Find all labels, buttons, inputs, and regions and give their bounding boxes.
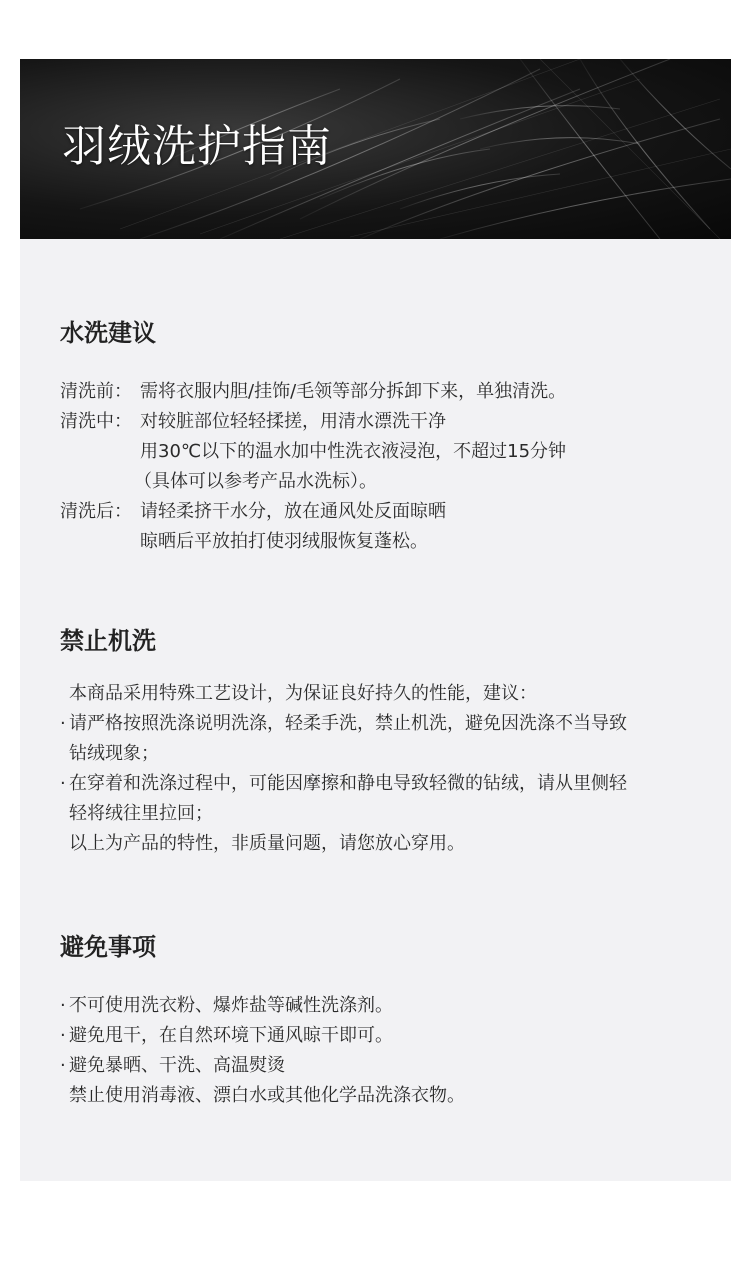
list-item xyxy=(60,1081,710,1111)
wash-line xyxy=(60,407,710,437)
list-item-text: 不可使用洗衣粉、爆炸盐等碱性洗涤剂。 xyxy=(69,995,393,1016)
page-title: 羽绒洗护指南 xyxy=(62,121,332,172)
section-avoid xyxy=(60,933,710,1106)
wash-text: （具体可以参考产品水洗标）。 xyxy=(134,471,377,492)
section-title-wash: 水洗建议 xyxy=(60,319,156,347)
list-item xyxy=(60,991,710,1021)
list-item-text: 避免暴晒、干洗、高温熨烫 xyxy=(69,1055,285,1076)
list-item-text: 禁止使用消毒液、漂白水或其他化学品洗涤衣物。 xyxy=(69,1085,465,1106)
list-item xyxy=(60,769,710,799)
wash-list xyxy=(60,377,710,557)
wash-line xyxy=(60,467,710,497)
list-item-text: 本商品采用特殊工艺设计，为保证良好持久的性能，建议： xyxy=(69,683,537,704)
bullet: · xyxy=(60,773,66,794)
wash-label: 清洗后： xyxy=(60,501,132,522)
content-panel xyxy=(20,239,731,1181)
list-item xyxy=(60,679,710,709)
wash-label: 清洗前： xyxy=(60,381,132,402)
wash-text: 用30℃以下的温水加中性洗衣液浸泡，不超过15分钟 xyxy=(140,441,567,462)
list-item xyxy=(60,1021,710,1051)
bullet: · xyxy=(60,713,66,734)
wash-line xyxy=(60,437,710,467)
list-item-text: 在穿着和洗涤过程中，可能因摩擦和静电导致轻微的钻绒，请从里侧轻 xyxy=(69,773,627,794)
wash-text: 需将衣服内胆/挂饰/毛领等部分拆卸下来，单独清洗。 xyxy=(140,381,567,402)
section-title-avoid: 避免事项 xyxy=(60,933,156,961)
list-item xyxy=(60,709,710,739)
wash-line xyxy=(60,527,710,557)
section-no-machine-wash xyxy=(60,627,710,854)
wash-line xyxy=(60,377,710,407)
wash-text: 对较脏部位轻轻揉搓，用清水漂洗干净 xyxy=(140,411,446,432)
list-item-text: 请严格按照洗涤说明洗涤，轻柔手洗，禁止机洗，避免因洗涤不当导致 xyxy=(69,713,627,734)
list-item xyxy=(60,1051,710,1081)
bullet: · xyxy=(60,1025,66,1046)
list-item-text: 避免甩干，在自然环境下通风晾干即可。 xyxy=(69,1025,393,1046)
wash-text: 晾晒后平放拍打使羽绒服恢复蓬松。 xyxy=(140,531,428,552)
no-machine-list xyxy=(60,679,710,859)
list-item-text: 以上为产品的特性，非质量问题，请您放心穿用。 xyxy=(69,833,465,854)
list-item xyxy=(60,739,710,769)
bullet: · xyxy=(60,995,66,1016)
wash-label: 清洗中： xyxy=(60,411,132,432)
feather-banner xyxy=(20,59,731,239)
list-item-text: 轻将绒往里拉回； xyxy=(69,803,213,824)
avoid-list xyxy=(60,991,710,1111)
list-item xyxy=(60,799,710,829)
wash-text: 请轻柔挤干水分，放在通风处反面晾晒 xyxy=(140,501,446,522)
bullet: · xyxy=(60,1055,66,1076)
list-item xyxy=(60,829,710,859)
section-wash xyxy=(60,319,710,552)
wash-line xyxy=(60,497,710,527)
list-item-text: 钻绒现象； xyxy=(69,743,159,764)
section-title-no-machine-wash: 禁止机洗 xyxy=(60,627,156,655)
